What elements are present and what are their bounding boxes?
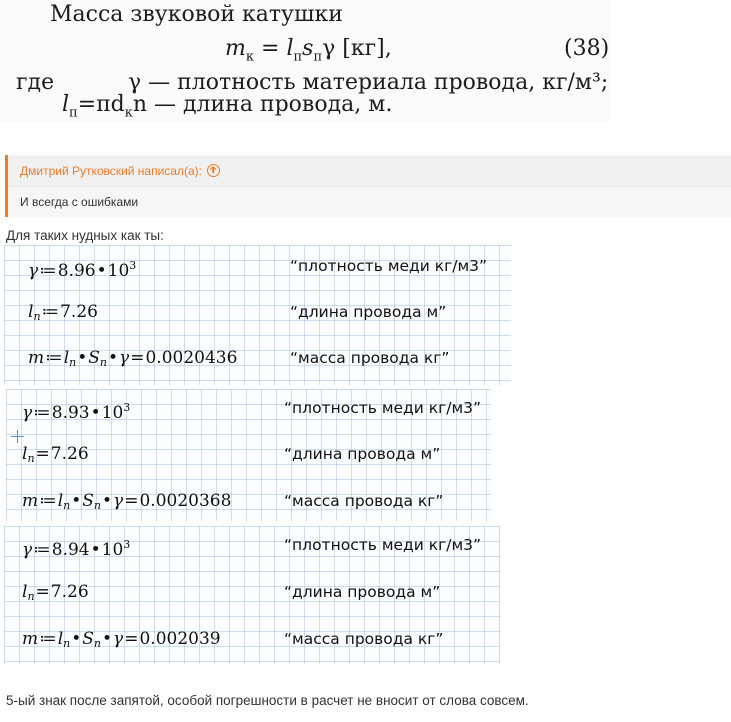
equals-op: =	[124, 629, 139, 649]
quote-header	[8, 155, 731, 187]
var-l: l	[22, 582, 28, 602]
var-l-n	[28, 302, 41, 322]
var-l: l	[63, 348, 70, 368]
var-n-sub: n	[99, 356, 108, 369]
var-gamma: γ	[119, 348, 130, 368]
quote-author-link[interactable]: Дмитрий Рутковский написал(а):	[20, 163, 202, 178]
var-l-n	[22, 444, 35, 464]
formula-number: (38)	[564, 36, 610, 61]
gamma-expression	[28, 253, 136, 284]
formula-m: m	[225, 36, 246, 61]
mul-op: •	[77, 348, 88, 368]
sheet-row-gamma	[4, 532, 500, 562]
sheet-row-mass	[4, 345, 511, 375]
var-l: l	[22, 444, 28, 464]
assign-op: ≔	[39, 629, 57, 649]
var-s-n	[82, 629, 101, 649]
mul-op: •	[108, 348, 119, 368]
equals-op: =	[35, 582, 50, 602]
var-gamma: γ	[28, 261, 39, 281]
assign-op: ≔	[39, 491, 57, 511]
mul-op: •	[90, 403, 101, 423]
var-n-sub: n	[27, 590, 35, 603]
length-comment: “длина провода м”	[284, 583, 441, 601]
formula-equals: =	[261, 36, 280, 61]
sheet-row-mass	[4, 626, 500, 656]
length-eq: =πd	[77, 92, 125, 117]
formula-gamma-unit: γ [кг],	[322, 36, 392, 61]
mass-result: 0.0020368	[139, 491, 232, 511]
sheet-row-length	[6, 441, 491, 471]
formula-l-sub: п	[293, 49, 303, 65]
length-expression	[28, 299, 98, 330]
sheet-row-gamma	[4, 253, 511, 283]
assign-op: ≔	[39, 261, 57, 281]
equals-op: =	[124, 491, 139, 511]
formula-l: l	[286, 36, 294, 61]
var-gamma: γ	[22, 540, 33, 560]
var-n-sub: n	[69, 356, 77, 369]
mul-op: •	[71, 629, 82, 649]
scan-gamma-definition: γ — плотность материала провода, кг/м³;	[128, 70, 609, 95]
mul-op: •	[71, 491, 82, 511]
assign-op: ≔	[33, 403, 51, 423]
length-l: l	[62, 92, 70, 117]
ten-base: 10	[101, 403, 124, 423]
scan-length-definition	[62, 92, 392, 120]
var-l: l	[57, 629, 64, 649]
mass-expression	[22, 488, 231, 519]
gamma-value: 8.96	[57, 261, 96, 281]
length-comment: “длина провода м”	[284, 445, 441, 463]
var-gamma: γ	[113, 629, 124, 649]
var-s: S	[82, 491, 94, 511]
assign-op: ≔	[33, 540, 51, 560]
var-s-n	[82, 491, 101, 511]
ten-exponent: 3	[123, 401, 131, 414]
assign-op: ≔	[41, 302, 60, 322]
mass-comment: “масса провода кг”	[290, 349, 450, 367]
gamma-expression	[22, 532, 130, 563]
var-n-sub: n	[63, 499, 71, 512]
sheet-row-mass	[6, 488, 491, 518]
quote-block	[5, 155, 731, 217]
mathcad-sheet-3	[4, 526, 500, 664]
var-n-sub: n	[93, 637, 102, 650]
sheet-row-gamma	[6, 395, 491, 425]
length-value: 7.26	[60, 302, 98, 322]
gamma-comment: “плотность меди кг/м3”	[284, 399, 482, 417]
var-l-n	[58, 629, 71, 649]
mass-result: 0.002039	[139, 629, 221, 649]
var-gamma: γ	[113, 491, 124, 511]
scanned-book-fragment	[0, 0, 610, 122]
var-n-sub: n	[33, 310, 41, 323]
mul-op: •	[102, 629, 113, 649]
var-n-sub: n	[27, 452, 35, 465]
var-m: m	[22, 491, 39, 511]
var-s-n	[88, 348, 107, 368]
ten-base: 10	[101, 540, 124, 560]
sheet-row-length	[4, 579, 500, 609]
var-m: m	[22, 629, 39, 649]
length-l-sub: п	[69, 105, 78, 121]
gamma-value: 8.94	[51, 540, 90, 560]
var-l-n	[22, 582, 35, 602]
var-s: S	[88, 348, 100, 368]
mass-expression	[22, 626, 221, 657]
var-l-n	[64, 348, 77, 368]
mul-op: •	[96, 261, 107, 281]
mul-op: •	[102, 491, 113, 511]
quote-text: И всегда с ошибками	[20, 195, 139, 209]
scan-heading: Масса звуковой катушки	[50, 2, 343, 27]
equals-op: =	[35, 444, 50, 464]
formula-s-sub: п	[313, 49, 323, 65]
equals-op: =	[130, 348, 145, 368]
length-expression	[22, 441, 89, 472]
power-of-ten	[102, 540, 131, 560]
var-l: l	[28, 302, 34, 322]
ten-exponent: 3	[123, 538, 131, 551]
var-gamma: γ	[22, 403, 33, 423]
var-n-sub: n	[63, 637, 71, 650]
power-of-ten	[102, 403, 131, 423]
mathcad-sheet-2	[6, 389, 491, 521]
conclusion-text: 5-ый знак после запятой, особой погрешности в расчет не вносит от слова совсем.	[6, 693, 529, 708]
mass-comment: “масса провода кг”	[284, 630, 444, 648]
var-n-sub: n	[93, 499, 102, 512]
assign-op: ≔	[45, 348, 63, 368]
mass-comment: “масса провода кг”	[284, 492, 444, 510]
var-s: S	[82, 629, 94, 649]
gamma-comment: “плотность меди кг/м3”	[290, 257, 488, 275]
length-expression	[22, 579, 89, 610]
mul-op: •	[90, 540, 101, 560]
var-l-n	[58, 491, 71, 511]
formula-m-sub: к	[245, 49, 254, 65]
ten-exponent: 3	[129, 259, 137, 272]
mass-expression	[28, 345, 237, 376]
arrow-up-circle-icon[interactable]	[207, 164, 220, 177]
length-d-sub: к	[124, 105, 133, 121]
intro-text: Для таких нудных как ты:	[6, 228, 164, 243]
length-value: 7.26	[50, 444, 89, 464]
scan-where-word: где	[16, 70, 55, 95]
gamma-comment: “плотность меди кг/м3”	[284, 536, 482, 554]
var-l: l	[57, 491, 64, 511]
scan-formula-38	[225, 36, 392, 64]
formula-s: s	[302, 36, 314, 61]
mathcad-sheet-1	[4, 245, 511, 385]
mass-result: 0.0020436	[145, 348, 238, 368]
power-of-ten	[108, 261, 137, 281]
length-value: 7.26	[50, 582, 89, 602]
sheet-row-length	[4, 299, 511, 329]
gamma-value: 8.93	[51, 403, 90, 423]
ten-base: 10	[107, 261, 130, 281]
gamma-expression	[22, 395, 130, 426]
var-m: m	[28, 348, 45, 368]
length-comment: “длина провода м”	[290, 303, 447, 321]
length-rest: n — длина провода, м.	[132, 92, 393, 117]
